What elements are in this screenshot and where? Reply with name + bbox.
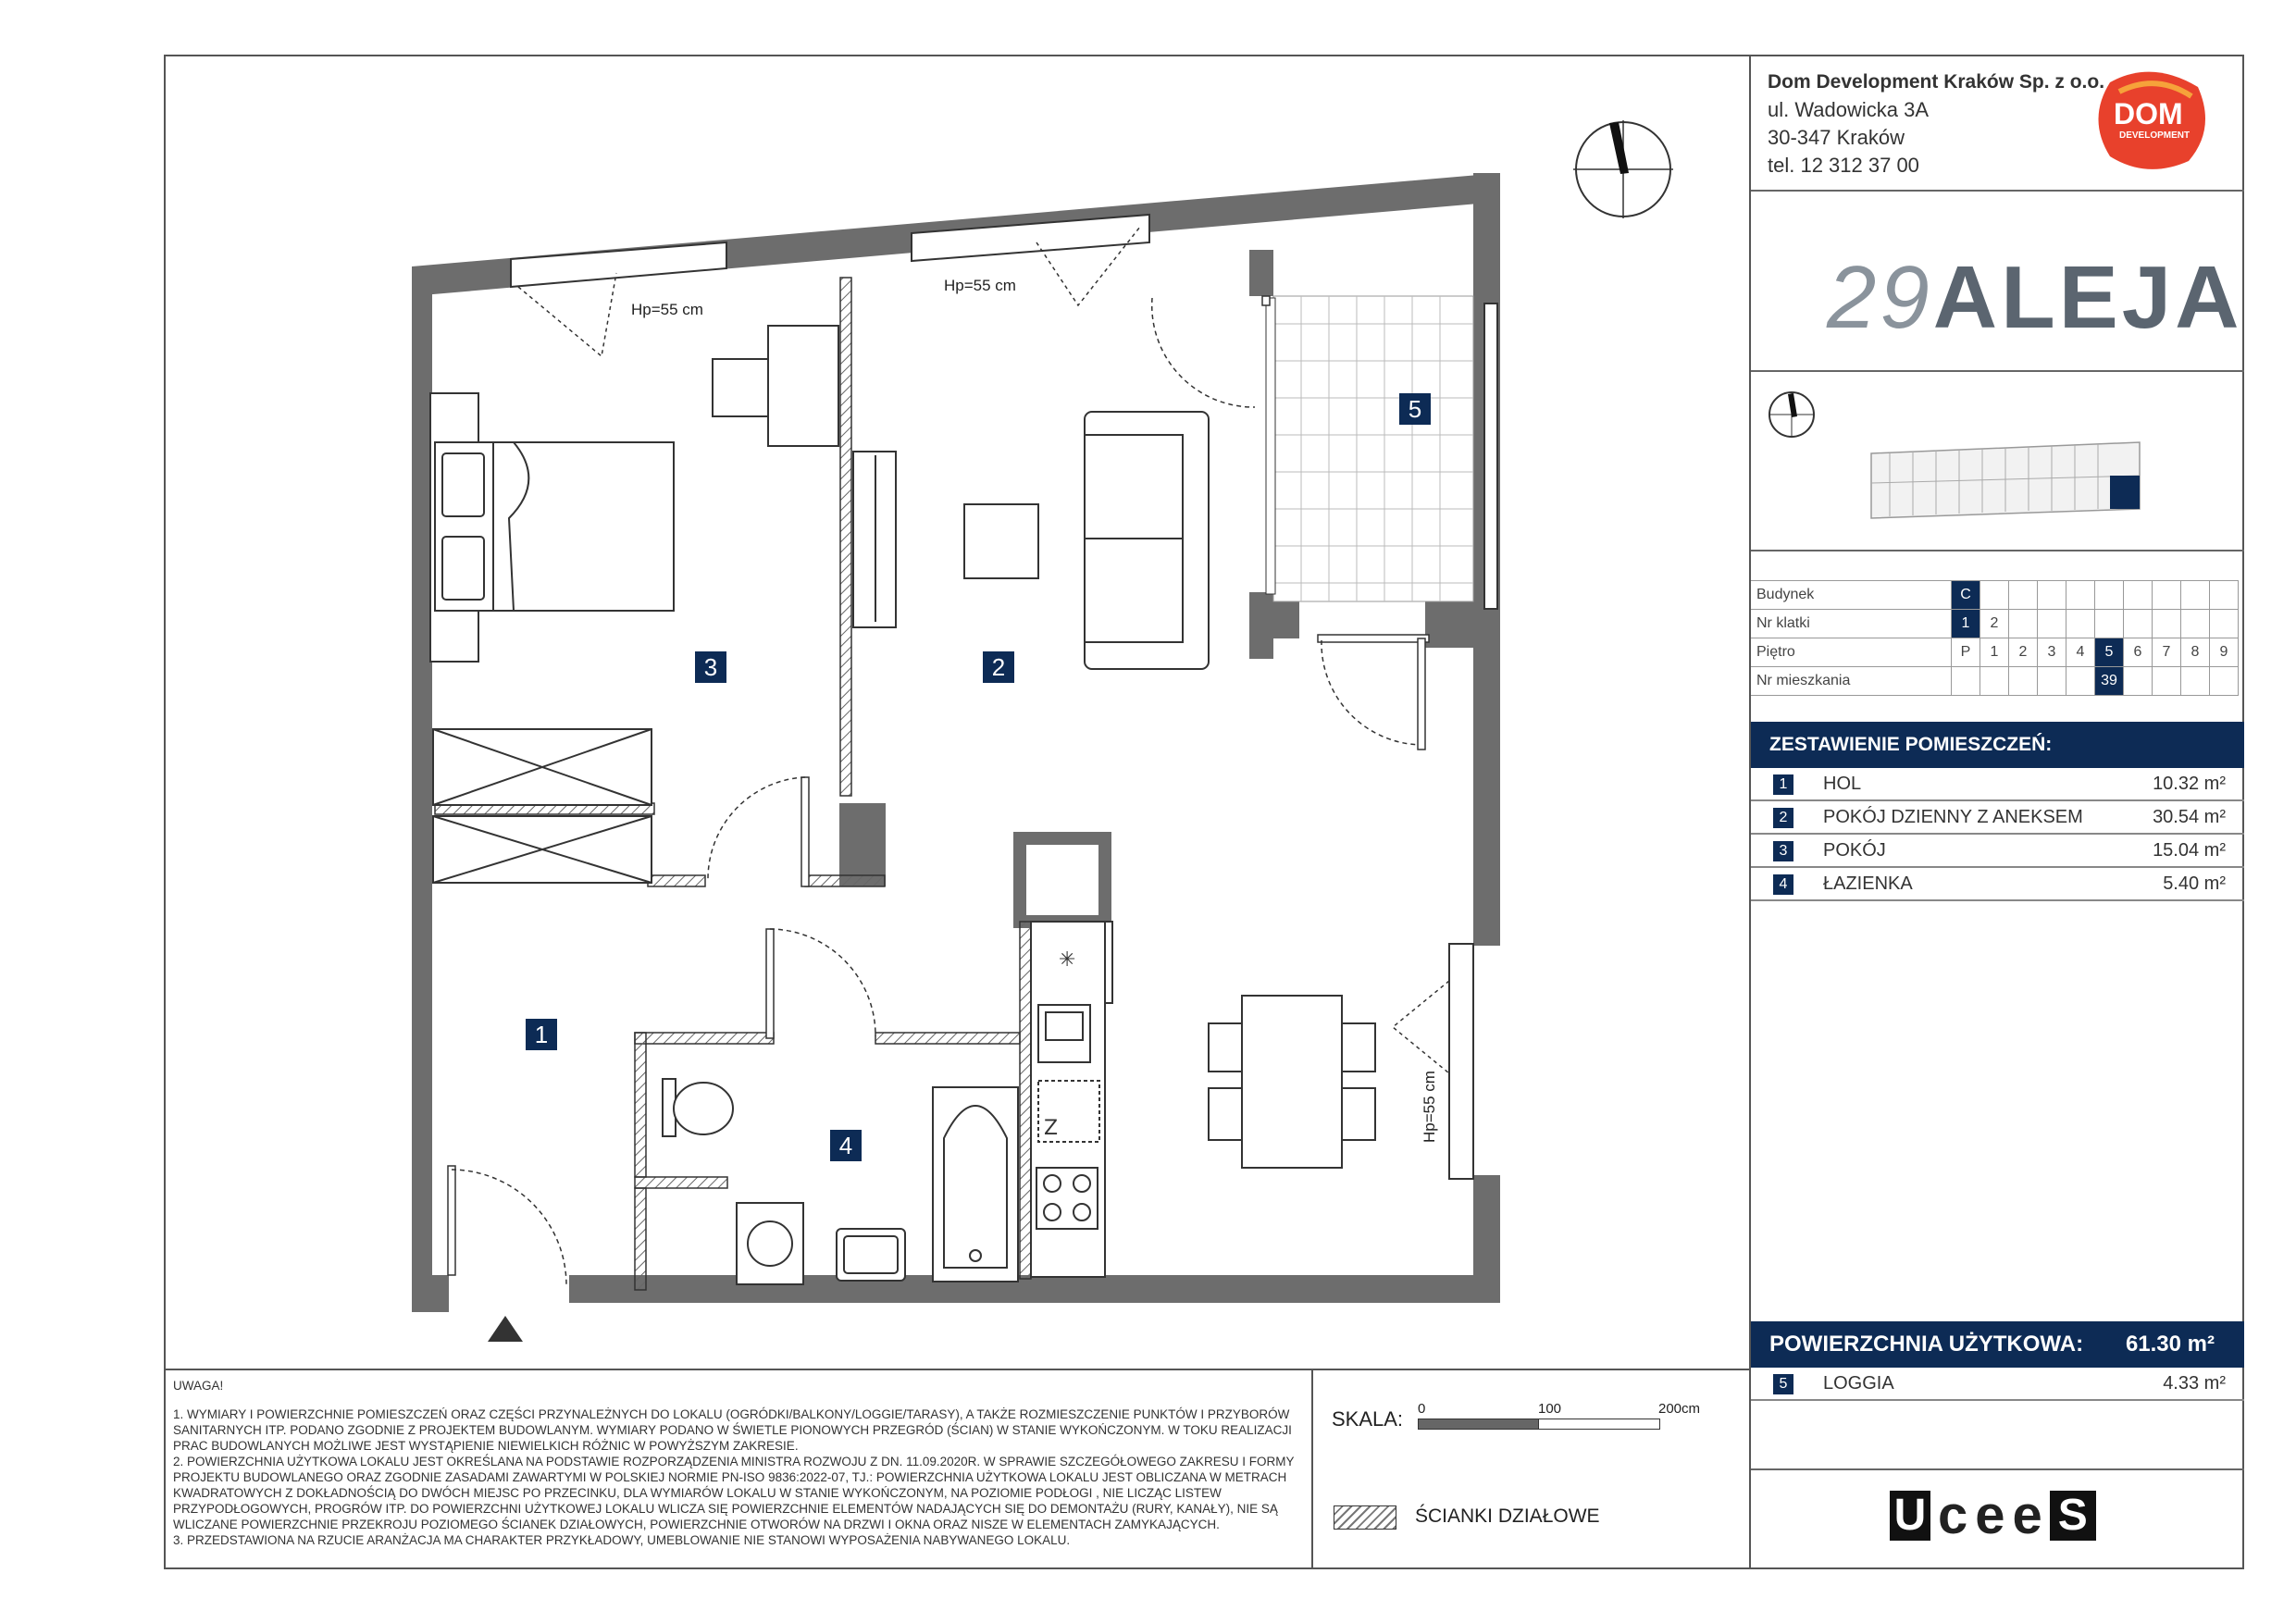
room-area: 4.33 m² [2163, 1373, 2226, 1394]
fridge-icon: Z [1044, 1117, 1059, 1140]
cell: P [1952, 638, 1980, 667]
hatch-swatch-icon [1334, 1505, 1396, 1530]
usable-area-label: POWIERZCHNIA UŻYTKOWA: [1769, 1332, 2084, 1357]
compass-small-icon [1769, 392, 1814, 437]
room-number: 1 [1773, 774, 1793, 795]
scale-label: SKALA: [1332, 1407, 1404, 1431]
row-pietro [1751, 638, 2239, 667]
furniture [430, 326, 1375, 1284]
room-row [1751, 801, 2244, 835]
cell [2181, 667, 2210, 696]
cell: 7 [2153, 638, 2181, 667]
usable-area-bar [1751, 1321, 2244, 1368]
usable-area-value: 61.30 m² [2125, 1332, 2215, 1357]
room-area: 30.54 m² [2153, 807, 2226, 827]
row-budynek [1751, 581, 2239, 610]
compass-north-icon [1573, 120, 1673, 218]
cell [1980, 581, 2009, 610]
key-plan [1751, 372, 2244, 551]
row-label: Budynek [1751, 581, 1952, 610]
cell-selected: 5 [2095, 638, 2124, 667]
window-height-label: Hp=55 cm [944, 277, 1016, 294]
scale-bar-filled [1418, 1419, 1540, 1430]
cell: 3 [2038, 638, 2066, 667]
scale-bar-empty [1538, 1419, 1660, 1430]
key-plan-block [1751, 372, 2244, 551]
scale-tick-200: 200cm [1658, 1401, 1701, 1417]
divider [1751, 1468, 2244, 1470]
project-brand [1827, 247, 2243, 349]
cell [2210, 581, 2239, 610]
room-name: POKÓJ [1823, 840, 1886, 861]
room-name: LOGGIA [1823, 1373, 1894, 1394]
cell: 6 [2124, 638, 2153, 667]
cell: 2 [1980, 610, 2009, 638]
location-table-block [1751, 580, 2239, 696]
room-number: 5 [1773, 1374, 1793, 1394]
company-phone: tel. 12 312 37 00 [1768, 154, 1919, 177]
cell [2095, 581, 2124, 610]
floor-plan-svg [164, 55, 1749, 1369]
dom-development-logo [2091, 64, 2212, 173]
cell [2153, 581, 2181, 610]
project-brand-block [1751, 192, 2244, 372]
window-height-label: Hp=55 cm [1421, 1071, 1438, 1143]
scale-tick-100: 100 [1538, 1401, 1562, 1417]
scale-tick-0: 0 [1418, 1401, 1426, 1417]
room-name: ŁAZIENKA [1823, 873, 1913, 894]
hob-icon: ✳ [1059, 948, 1076, 972]
room-label-5: 5 [1399, 393, 1431, 425]
room-area: 15.04 m² [2153, 840, 2226, 861]
room-row [1751, 868, 2244, 901]
room-label-4: 4 [830, 1130, 862, 1161]
note-2: 2. POWIERZCHNIA UŻYTKOWA LOKALU JEST OKREŚLANA NA PODSTAWIE ROZPORZĄDZENIA MINISTRA ROZWOJU Z DN. 11.09.2020R. W SPRAWIE SZCZEGÓŁOWEGO ZAKRESU I FORMY PROJEKTU BUDOWLANEGO ORAZ ZGODNIE ZASADAMI ZAWARTYMI W POLSKIEJ NORMIE PN-ISO 9836:2022-07, TJ.: POWIERZCHNIA UŻYTKOWA LOKALU JEST OBLICZANA W METRACH KWADRATOWYCH Z DOKŁADNOŚCIĄ DO DWÓCH MIEJSC PO PRZECINKU, DLA WYMIARÓW LOKALU W STANIE WYKOŃCZONYM, NA POZIOMIE PODŁOGI , NIE LICZĄC LISTEW PRZYPODŁOGOWYCH, PROGRÓW ITP. DO POWIERZCHNI UŻYTKOWEJ LOKALU WLICZA SIĘ POWIERZCHNIE ELEMENTÓW NADAJĄCYCH SIĘ DO DEMONTAŻU (RURY, KANAŁY), NIE SĄ WLICZANE POWIERZCHNIE PRZEKROJU POZIOMEGO ŚCIANEK DZIAŁOWYCH, POWIERZCHNIE OTWORÓW NA DRZWI I OKNA ORAZ NISZE W ELEMENTACH ZAMYKAJĄCYCH. [173, 1455, 1295, 1531]
cell-selected: C [1952, 581, 1980, 610]
cell [2066, 581, 2095, 610]
row-label: Piętro [1751, 638, 1952, 667]
notes-title: UWAGA! [173, 1379, 224, 1393]
floor-plan [164, 55, 1749, 1369]
room-name: POKÓJ DZIENNY Z ANEKSEM [1823, 807, 2083, 827]
row-mieszkanie [1751, 667, 2239, 696]
window-height-label: Hp=55 cm [631, 301, 703, 318]
company-name: Dom Development Kraków Sp. z o.o. [1768, 71, 2105, 93]
scale-legend-block [1311, 1369, 1749, 1569]
logo-letter: S [2050, 1491, 2096, 1541]
logo-text-dom: DOM [2114, 97, 2183, 130]
room-number: 4 [1773, 874, 1793, 895]
room-area: 10.32 m² [2153, 774, 2226, 794]
row-label: Nr mieszkania [1751, 667, 1952, 696]
logo-letter: e [2012, 1485, 2042, 1545]
logo-letter: e [1975, 1485, 2005, 1545]
location-table [1751, 580, 2239, 696]
cell [2181, 610, 2210, 638]
cell [2095, 610, 2124, 638]
cell [2124, 581, 2153, 610]
cell [2153, 610, 2181, 638]
cell [1980, 667, 2009, 696]
info-panel [1749, 55, 2244, 1569]
room-row [1751, 768, 2244, 801]
cell [2153, 667, 2181, 696]
room-number: 2 [1773, 808, 1793, 828]
cell: 9 [2210, 638, 2239, 667]
cell [2210, 667, 2239, 696]
cell-selected: 1 [1952, 610, 1980, 638]
entrance-marker-icon [488, 1316, 523, 1342]
ucees-logo [1890, 1485, 2096, 1546]
logo-text-development: DEVELOPMENT [2119, 130, 2191, 141]
room-label-3: 3 [695, 651, 726, 683]
company-street: ul. Wadowicka 3A [1768, 98, 1930, 121]
note-3: 3. PRZEDSTAWIONA NA RZUCIE ARANŻACJA MA CHARAKTER PRZYKŁADOWY, UMEBLOWANIE NIE STANOWI WYPOSAŻENIA NABYWANEGO LOKALU. [173, 1533, 1071, 1547]
notes-block [164, 1369, 1311, 1569]
cell: 1 [1980, 638, 2009, 667]
cell [2009, 667, 2038, 696]
summary-header: ZESTAWIENIE POMIESZCZEŃ: [1751, 722, 2244, 768]
cell [2124, 610, 2153, 638]
company-city: 30-347 Kraków [1768, 126, 1905, 149]
cell [2066, 610, 2095, 638]
row-label: Nr klatki [1751, 610, 1952, 638]
room-area: 5.40 m² [2163, 873, 2226, 894]
brand-name: ALEJA [1932, 248, 2243, 347]
room-label-1: 1 [526, 1019, 557, 1050]
cell-selected: 39 [2095, 667, 2124, 696]
cell [2210, 610, 2239, 638]
cell: 2 [2009, 638, 2038, 667]
company-info [1768, 68, 2104, 180]
row-klatka [1751, 610, 2239, 638]
cell [2038, 667, 2066, 696]
brand-number: 29 [1827, 248, 1933, 347]
cell [2124, 667, 2153, 696]
room-row [1751, 835, 2244, 868]
cell [2009, 581, 2038, 610]
cell [2066, 667, 2095, 696]
room-label-2: 2 [983, 651, 1014, 683]
room-number: 3 [1773, 841, 1793, 861]
logo-letter: c [1938, 1485, 1968, 1545]
loggia-tiles [1266, 296, 1473, 601]
cell: 8 [2181, 638, 2210, 667]
cell [2038, 610, 2066, 638]
extra-row [1751, 1368, 2244, 1401]
note-1: 1. WYMIARY I POWIERZCHNIE POMIESZCZEŃ ORAZ CZĘŚCI PRZYNALEŻNYCH DO LOKALU (OGRÓDKI/BALKONY/LOGGIE/TARASY), A TAKŻE ROZMIESZCZENIE PUNKTÓW I PRZYBORÓW SANITARNYCH ITP. PODANO ZGODNIE Z PROJEKTEM BUDOWLANYM. WYMIARY PODANO W ŚWIETLE PIONOWYCH PRZEGRÓD (ŚCIAN) W STANIE WYKOŃCZONYM. W TOKU REALIZACJI PRAC BUDOWLANYCH MOŻLIWE JEST WYSTĄPIENIE NIEWIELKICH RÓŻNIC W POWYŻSZYM ZAKRESIE. [173, 1407, 1292, 1453]
cell [2181, 581, 2210, 610]
cell [1952, 667, 1980, 696]
cell [2009, 610, 2038, 638]
room-name: HOL [1823, 774, 1862, 794]
legend-label: ŚCIANKI DZIAŁOWE [1415, 1505, 1600, 1527]
logo-letter: U [1890, 1491, 1930, 1541]
company-block [1751, 55, 2244, 192]
cell [2038, 581, 2066, 610]
cell: 4 [2066, 638, 2095, 667]
